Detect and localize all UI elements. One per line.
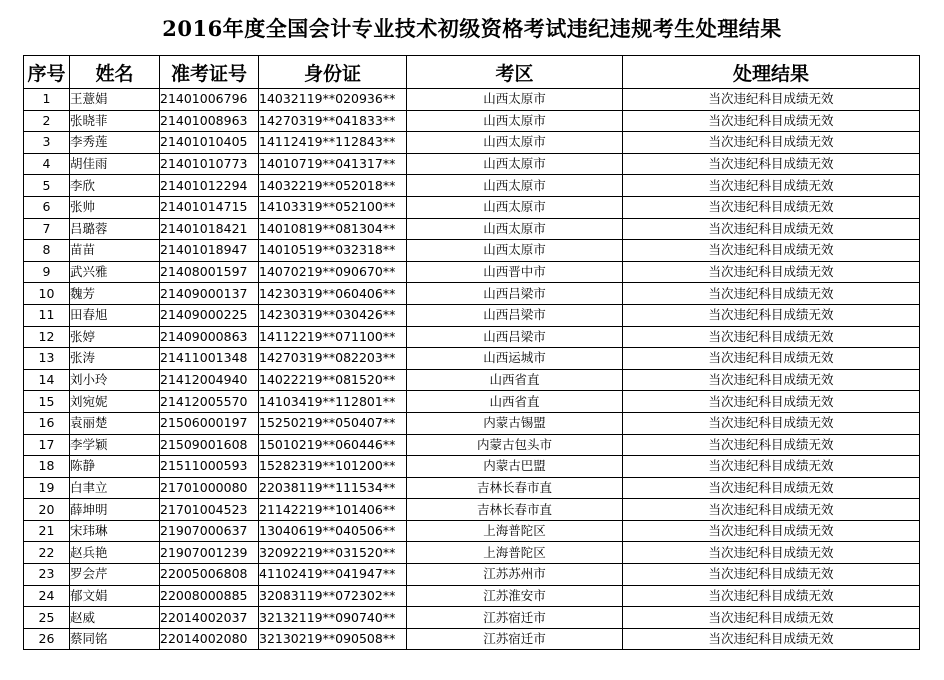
table-row [24,240,920,262]
cell-area: 山西太原市 [407,132,623,154]
cell-id-no: 14112219**071100** [259,326,407,348]
cell-id-no: 41102419**041947** [259,564,407,586]
cell-exam-no: 21408001597 [160,261,259,283]
cell-seq: 4 [24,153,70,175]
cell-area: 山西运城市 [407,348,623,370]
cell-id-no: 14230319**030426** [259,304,407,326]
cell-name: 吕璐蓉 [70,218,160,240]
cell-result: 当次违纪科目成绩无效 [623,477,920,499]
cell-seq: 17 [24,434,70,456]
result-table [23,55,920,650]
table-row [24,153,920,175]
cell-result: 当次违纪科目成绩无效 [623,564,920,586]
cell-area: 山西省直 [407,369,623,391]
cell-name: 田春旭 [70,304,160,326]
cell-id-no: 14010819**081304** [259,218,407,240]
cell-name: 李欣 [70,175,160,197]
cell-exam-no: 21701004523 [160,499,259,521]
cell-id-no: 15010219**060446** [259,434,407,456]
table-row [24,542,920,564]
cell-name: 刘小玲 [70,369,160,391]
cell-result: 当次违纪科目成绩无效 [623,283,920,305]
cell-result: 当次违纪科目成绩无效 [623,348,920,370]
cell-exam-no: 22005006808 [160,564,259,586]
cell-area: 山西吕梁市 [407,326,623,348]
table-row [24,477,920,499]
cell-area: 山西太原市 [407,196,623,218]
cell-id-no: 14270319**082203** [259,348,407,370]
cell-seq: 13 [24,348,70,370]
cell-exam-no: 21401018421 [160,218,259,240]
cell-name: 宋玮琳 [70,520,160,542]
cell-seq: 3 [24,132,70,154]
cell-seq: 1 [24,89,70,111]
cell-name: 袁丽楚 [70,412,160,434]
cell-exam-no: 21509001608 [160,434,259,456]
cell-name: 赵兵艳 [70,542,160,564]
header-result: 处理结果 [623,56,920,89]
table-row [24,607,920,629]
cell-area: 上海普陀区 [407,542,623,564]
header-exam-no: 准考证号 [160,56,259,89]
cell-seq: 21 [24,520,70,542]
cell-exam-no: 21401008963 [160,110,259,132]
cell-area: 江苏宿迁市 [407,628,623,650]
cell-name: 薛坤明 [70,499,160,521]
cell-result: 当次违纪科目成绩无效 [623,261,920,283]
cell-id-no: 14112419**112843** [259,132,407,154]
cell-area: 山西太原市 [407,240,623,262]
cell-id-no: 14032119**020936** [259,89,407,111]
cell-seq: 8 [24,240,70,262]
cell-id-no: 14230319**060406** [259,283,407,305]
table-row [24,304,920,326]
cell-name: 魏芳 [70,283,160,305]
cell-seq: 19 [24,477,70,499]
cell-name: 王薏娟 [70,89,160,111]
table-row [24,628,920,650]
cell-result: 当次违纪科目成绩无效 [623,369,920,391]
table-row [24,283,920,305]
cell-name: 罗会芹 [70,564,160,586]
table-row [24,196,920,218]
header-row [24,56,920,89]
cell-id-no: 32092219**031520** [259,542,407,564]
table-header [24,56,920,89]
table-row [24,585,920,607]
table-row [24,456,920,478]
cell-result: 当次违纪科目成绩无效 [623,499,920,521]
cell-exam-no: 21401010773 [160,153,259,175]
cell-result: 当次违纪科目成绩无效 [623,326,920,348]
cell-area: 吉林长春市直 [407,477,623,499]
cell-name: 张涛 [70,348,160,370]
cell-id-no: 22038119**111534** [259,477,407,499]
cell-id-no: 21142219**101406** [259,499,407,521]
cell-id-no: 32132119**090740** [259,607,407,629]
cell-result: 当次违纪科目成绩无效 [623,218,920,240]
cell-seq: 5 [24,175,70,197]
cell-result: 当次违纪科目成绩无效 [623,175,920,197]
cell-id-no: 14032219**052018** [259,175,407,197]
header-name: 姓名 [70,56,160,89]
cell-exam-no: 21401012294 [160,175,259,197]
table-row [24,434,920,456]
cell-seq: 15 [24,391,70,413]
cell-exam-no: 21401006796 [160,89,259,111]
cell-exam-no: 21506000197 [160,412,259,434]
cell-exam-no: 21511000593 [160,456,259,478]
table-row [24,348,920,370]
table-row [24,261,920,283]
cell-exam-no: 21411001348 [160,348,259,370]
cell-id-no: 32130219**090508** [259,628,407,650]
cell-id-no: 14103319**052100** [259,196,407,218]
table-row [24,391,920,413]
cell-result: 当次违纪科目成绩无效 [623,391,920,413]
cell-exam-no: 22014002037 [160,607,259,629]
cell-exam-no: 21907000637 [160,520,259,542]
cell-exam-no: 22014002080 [160,628,259,650]
cell-result: 当次违纪科目成绩无效 [623,240,920,262]
table-body [24,89,920,650]
cell-area: 山西太原市 [407,110,623,132]
cell-id-no: 14270319**041833** [259,110,407,132]
cell-seq: 20 [24,499,70,521]
cell-id-no: 14022219**081520** [259,369,407,391]
cell-area: 江苏苏州市 [407,564,623,586]
table-row [24,520,920,542]
cell-area: 江苏宿迁市 [407,607,623,629]
cell-seq: 9 [24,261,70,283]
cell-area: 内蒙古巴盟 [407,456,623,478]
cell-seq: 26 [24,628,70,650]
cell-name: 张帅 [70,196,160,218]
header-id-no: 身份证 [259,56,407,89]
cell-name: 李秀莲 [70,132,160,154]
cell-area: 山西太原市 [407,89,623,111]
cell-area: 山西太原市 [407,175,623,197]
cell-result: 当次违纪科目成绩无效 [623,412,920,434]
cell-result: 当次违纪科目成绩无效 [623,110,920,132]
header-area: 考区 [407,56,623,89]
cell-exam-no: 21907001239 [160,542,259,564]
cell-result: 当次违纪科目成绩无效 [623,607,920,629]
cell-exam-no: 22008000885 [160,585,259,607]
table-row [24,89,920,111]
cell-seq: 7 [24,218,70,240]
cell-result: 当次违纪科目成绩无效 [623,89,920,111]
cell-result: 当次违纪科目成绩无效 [623,196,920,218]
cell-result: 当次违纪科目成绩无效 [623,542,920,564]
cell-result: 当次违纪科目成绩无效 [623,585,920,607]
cell-result: 当次违纪科目成绩无效 [623,153,920,175]
cell-name: 郁文娟 [70,585,160,607]
cell-result: 当次违纪科目成绩无效 [623,304,920,326]
cell-name: 张婷 [70,326,160,348]
document-title: 2016年度全国会计专业技术初级资格考试违纪违规考生处理结果 [162,16,782,41]
cell-result: 当次违纪科目成绩无效 [623,520,920,542]
cell-seq: 11 [24,304,70,326]
cell-seq: 18 [24,456,70,478]
table-row [24,218,920,240]
cell-seq: 6 [24,196,70,218]
cell-area: 山西晋中市 [407,261,623,283]
cell-area: 内蒙古锡盟 [407,412,623,434]
cell-name: 白聿立 [70,477,160,499]
cell-exam-no: 21401010405 [160,132,259,154]
table-row [24,412,920,434]
cell-seq: 25 [24,607,70,629]
cell-name: 赵威 [70,607,160,629]
cell-name: 刘宛妮 [70,391,160,413]
cell-id-no: 13040619**040506** [259,520,407,542]
table-row [24,175,920,197]
table-row [24,564,920,586]
cell-name: 陈静 [70,456,160,478]
cell-name: 苗苗 [70,240,160,262]
cell-id-no: 14070219**090670** [259,261,407,283]
cell-exam-no: 21412005570 [160,391,259,413]
table-row [24,499,920,521]
cell-id-no: 14010519**032318** [259,240,407,262]
table-row [24,110,920,132]
header-seq: 序号 [24,56,70,89]
cell-id-no: 32083119**072302** [259,585,407,607]
cell-exam-no: 21409000137 [160,283,259,305]
cell-id-no: 14103419**112801** [259,391,407,413]
cell-exam-no: 21401018947 [160,240,259,262]
cell-name: 武兴雅 [70,261,160,283]
cell-name: 张晓菲 [70,110,160,132]
cell-exam-no: 21409000863 [160,326,259,348]
table-row [24,326,920,348]
cell-id-no: 15250219**050407** [259,412,407,434]
cell-area: 吉林长春市直 [407,499,623,521]
cell-exam-no: 21412004940 [160,369,259,391]
cell-seq: 16 [24,412,70,434]
table-row [24,132,920,154]
cell-seq: 2 [24,110,70,132]
cell-seq: 22 [24,542,70,564]
cell-seq: 23 [24,564,70,586]
cell-seq: 12 [24,326,70,348]
cell-name: 胡佳雨 [70,153,160,175]
cell-exam-no: 21401014715 [160,196,259,218]
cell-seq: 10 [24,283,70,305]
cell-area: 山西太原市 [407,218,623,240]
cell-result: 当次违纪科目成绩无效 [623,434,920,456]
cell-area: 山西吕梁市 [407,283,623,305]
cell-name: 蔡同铭 [70,628,160,650]
cell-area: 山西太原市 [407,153,623,175]
cell-area: 江苏淮安市 [407,585,623,607]
table-row [24,369,920,391]
cell-area: 上海普陀区 [407,520,623,542]
cell-exam-no: 21409000225 [160,304,259,326]
cell-id-no: 15282319**101200** [259,456,407,478]
cell-seq: 14 [24,369,70,391]
cell-id-no: 14010719**041317** [259,153,407,175]
cell-area: 山西省直 [407,391,623,413]
cell-result: 当次违纪科目成绩无效 [623,628,920,650]
cell-area: 山西吕梁市 [407,304,623,326]
cell-name: 李学颖 [70,434,160,456]
cell-area: 内蒙古包头市 [407,434,623,456]
cell-exam-no: 21701000080 [160,477,259,499]
cell-result: 当次违纪科目成绩无效 [623,456,920,478]
cell-result: 当次违纪科目成绩无效 [623,132,920,154]
cell-seq: 24 [24,585,70,607]
